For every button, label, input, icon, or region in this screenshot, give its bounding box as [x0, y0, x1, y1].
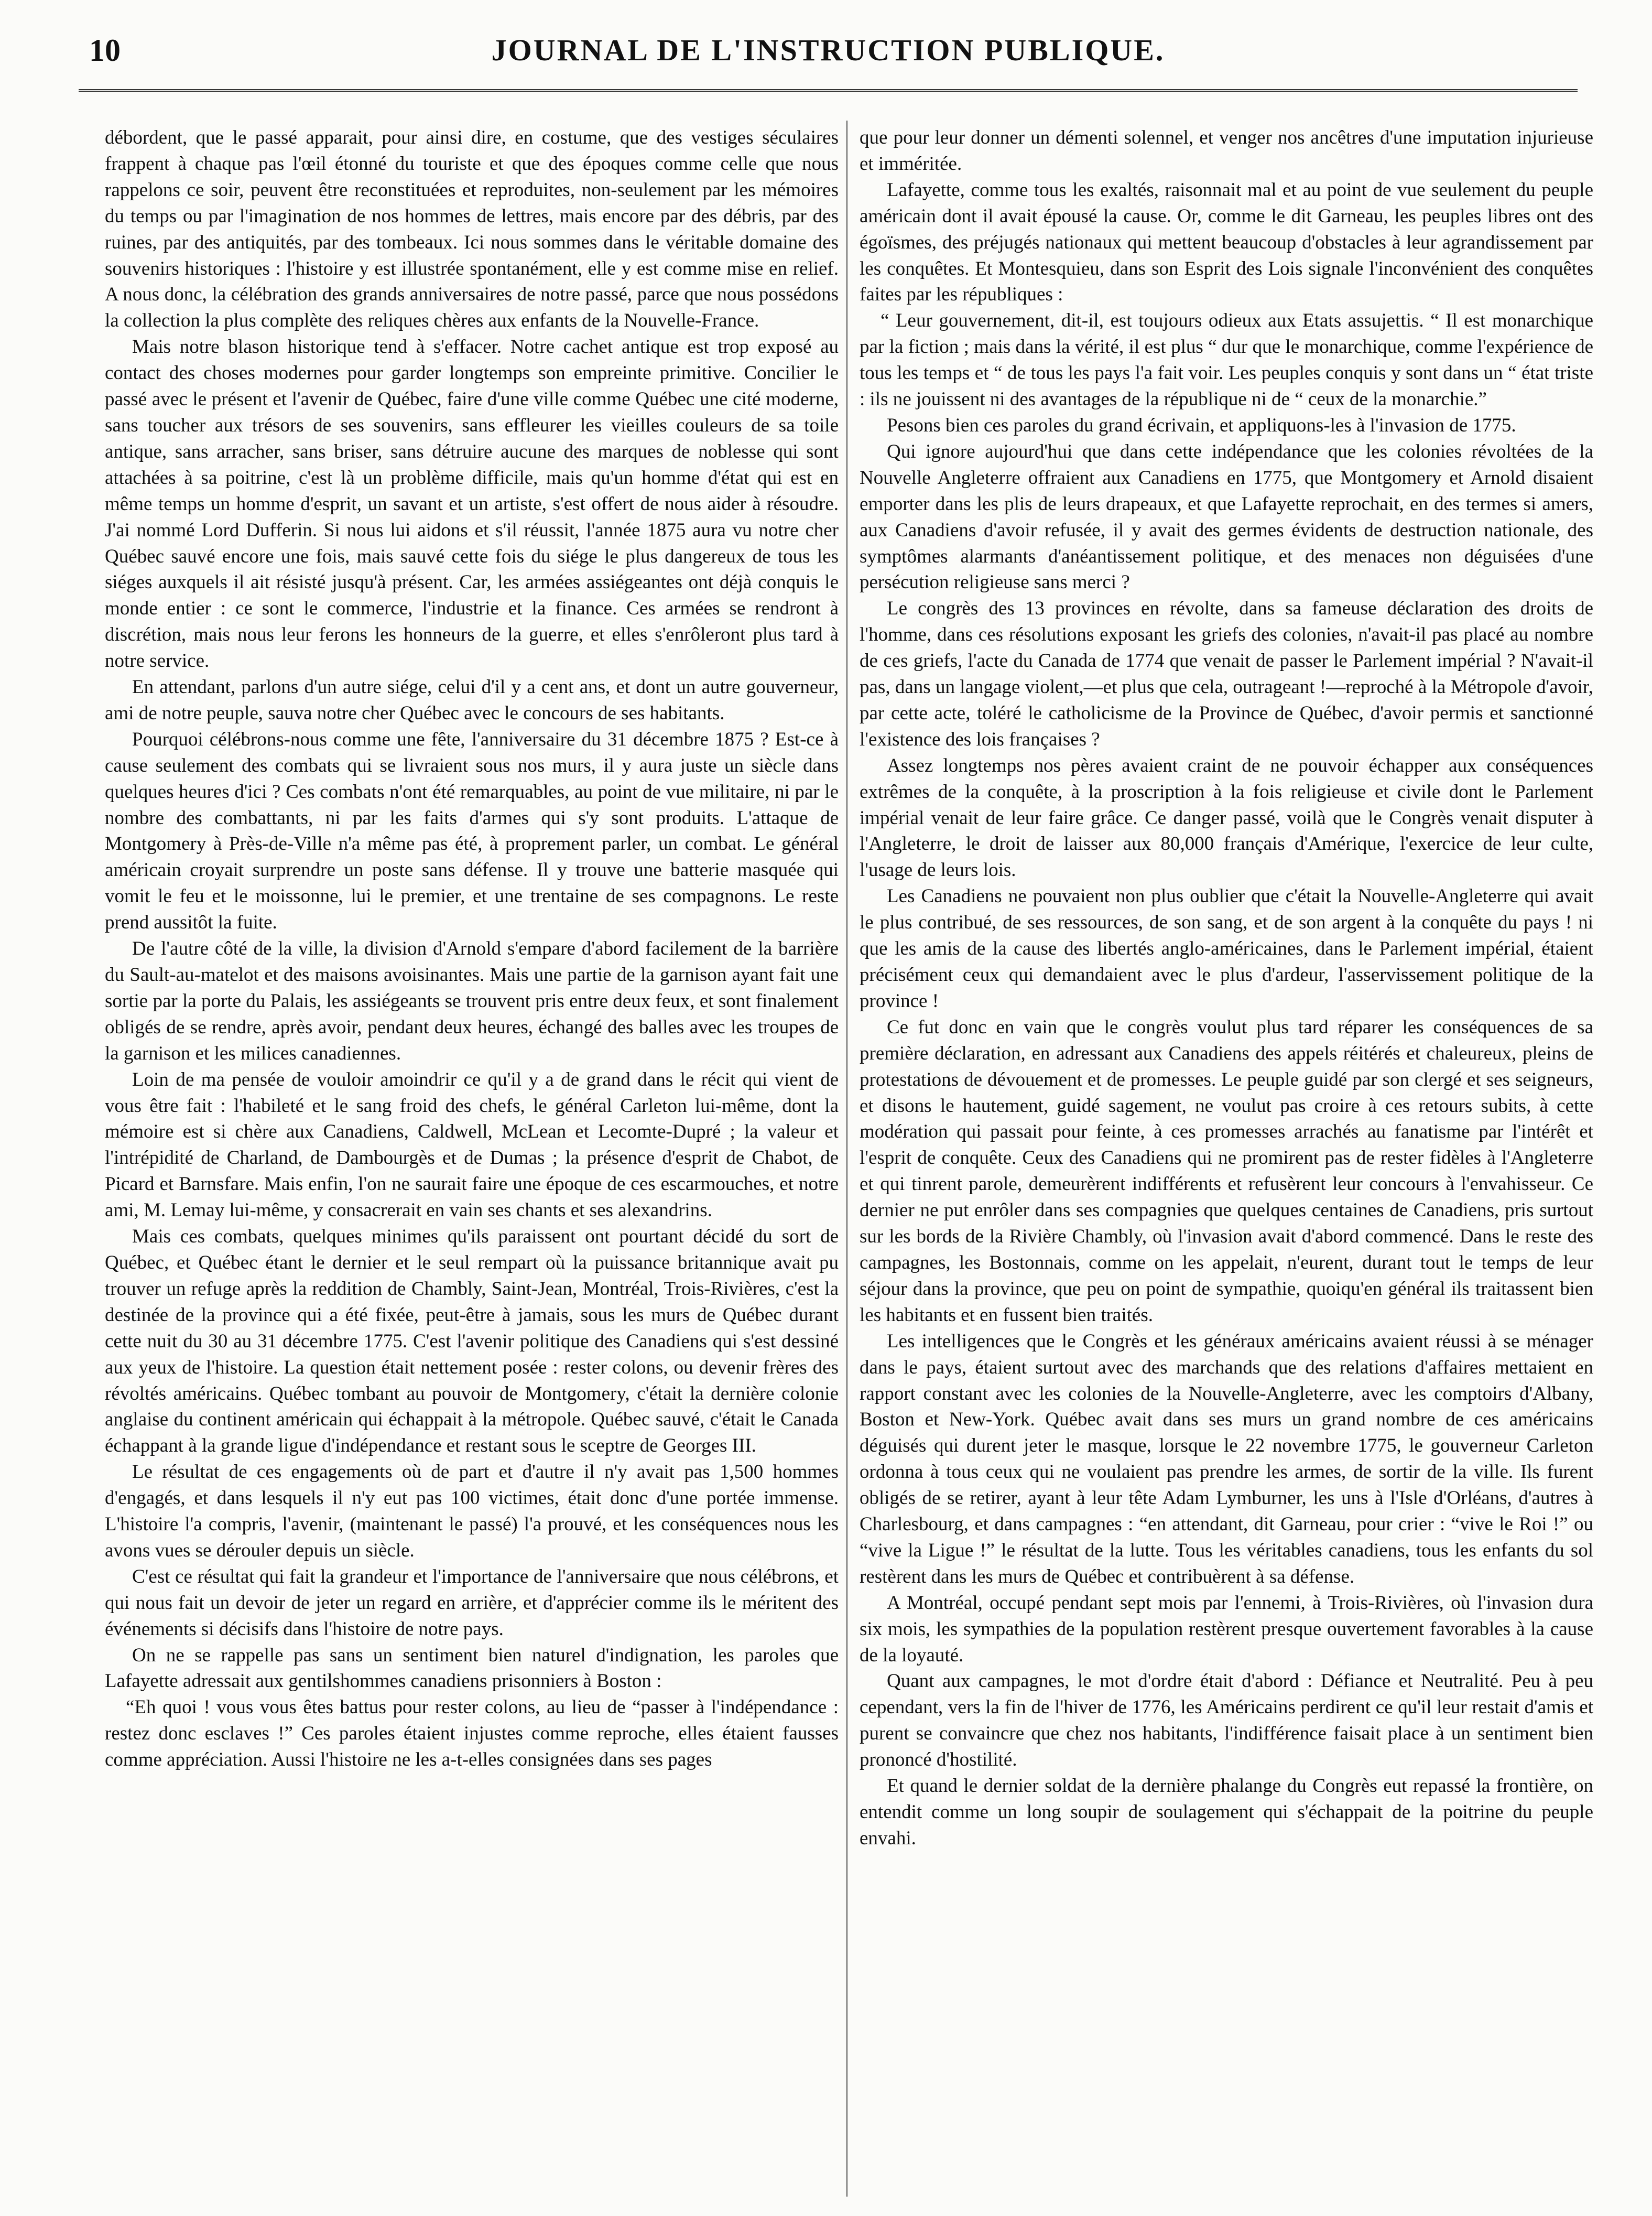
page-number: 10	[89, 33, 121, 68]
left-column	[105, 125, 839, 2196]
paragraph: Les Canadiens ne pouvaient non plus oublier que c'était la Nouvelle-Angleterre qui avait le plus contribué, de ses ressources, de son sang, et de son argent à la conquête du pays ! ni que les amis de la cause des libertés anglo-américaines, dans le Parlement impérial, étaient précisément ceux qui demandaient avec le plus d'ardeur, l'asservissement politique de la province !	[860, 885, 1593, 1012]
paragraph: Pesons bien ces paroles du grand écrivain, et appliquons-les à l'invasion de 1775.	[887, 414, 1516, 436]
paragraph: Ce fut donc en vain que le congrès voulut plus tard réparer les conséquences de sa première déclaration, en adressant aux Canadiens des appels réitérés et chaleureux, pleins de protestations de dévouement et de promesses. Le peuple guidé par son clergé et ses seigneurs, et disons le hautement, guidé sagement, ne voulut pas croire à ces retours subits, à cette modération qui passait pour feinte, à ces promesses arrachés au fanatisme par l'intérêt et l'esprit de conquête. Ceux des Canadiens qui ne promirent pas de rester fidèles à l'Angleterre et qui tinrent parole, demeurèrent indifférents et refusèrent leur concours à l'envahisseur. Ce dernier ne put enrôler dans ses compagnies que quelques centaines de Canadiens, pris surtout sur les bords de la Rivière Chambly, où l'invasion avait d'abord commencé. Dans le reste des campagnes, les Bostonnais, comme on les appelait, n'eurent, durant tout le temps de leur séjour dans la province, que peu on point de sympathie, quoiqu'en général ils traitassent bien les habitants et en fussent bien traités.	[860, 1016, 1593, 1326]
paragraph: Quant aux campagnes, le mot d'ordre était d'abord : Défiance et Neutralité. Peu à peu cependant, vers la fin de l'hiver de 1776, les Américains perdirent ce qu'il leur restait d'amis et purent se convaincre que chez nos habitants, l'indifférence faisait place à un sentiment bien prononcé d'hostilité.	[860, 1670, 1593, 1771]
paragraph: Mais notre blason historique tend à s'effacer. Notre cachet antique est trop exposé au contact des choses modernes pour garder longtemps son empreinte primitive. Concilier le passé avec le présent et l'avenir de Québec, faire d'une ville comme Québec une cité moderne, sans toucher aux trésors de ses souvenirs, sans effleurer les vieilles couleurs de sa toile antique, sans arracher, sans briser, sans détruire aucune des marques de noblesse qui sont attachées à sa poitrine, c'est là un problème difficile, mais qu'un homme d'état qui est en même temps un homme d'esprit, un savant et un artiste, s'est offert de nous aider à résoudre. J'ai nommé Lord Dufferin. Si nous lui aidons et s'il réussit, l'année 1875 aura vu notre cher Québec sauvé encore une fois, mais sauvé cette fois du siége le plus dangereux de tous les siéges auxquels il ait résisté jusqu'à présent. Car, les armées assiégeantes ont déjà conquis le monde entier : ce sont le commerce, l'industrie et la finance. Ces armées se rendront à discrétion, mais nous leur ferons les honneurs de la guerre, et elles s'enrôleront plus tard à notre service.	[105, 336, 839, 672]
paragraph: Le congrès des 13 provinces en révolte, dans sa fameuse déclaration des droits de l'homme, dans ces résolutions exposant les griefs des colonies, n'avait-il pas placé au nombre de ces griefs, l'acte du Canada de 1774 que venait de passer le Parlement impérial ? N'avait-il pas, dans un langage violent,—et plus que cela, outrageant !—reproché à la Métropole d'avoir, par cette acte, toléré le catholicisme de la Province de Québec, d'avoir permis et sanctionné l'existence des lois françaises ?	[860, 598, 1593, 750]
paragraph: Mais ces combats, quelques minimes qu'ils paraissent ont pourtant décidé du sort de Québec, et Québec étant le dernier et le seul rempart où la puissance britannique avait pu trouver un refuge après la reddition de Chambly, Saint-Jean, Montréal, Trois-Rivières, c'est la destinée de la province qui a été fixée, peut-être à jamais, sous les murs de Québec durant cette nuit du 30 au 31 décembre 1775. C'est l'avenir politique des Canadiens qui s'est dessiné aux yeux de l'histoire. La question était nettement posée : rester colons, ou devenir frères des révoltés américains. Québec tombant au pouvoir de Montgomery, c'était la dernière colonie anglaise du continent américain qui échappait à la métropole. Québec sauvé, c'était le Canada échappant à la grande ligue d'indépendance et restant sous le sceptre de Georges III.	[105, 1226, 839, 1457]
paragraph: Lafayette, comme tous les exaltés, raisonnait mal et au point de vue seulement du peuple américain dont il avait épousé la cause. Or, comme le dit Garneau, les peuples libres ont des égoïsmes, des préjugés nationaux qui mettent beaucoup d'obstacles à leur agrandissement par les conquêtes. Et Montesquieu, dans son Esprit des Lois signale l'inconvénient des conquêtes faites par les républiques :	[860, 179, 1593, 306]
quotation-paragraph: “Eh quoi ! vous vous êtes battus pour rester colons, au lieu de “passer à l'indépendance : restez donc esclaves !” Ces paroles étaient injustes comme reproche, elles étaient fausses comme appréciation. Aussi l'histoire ne les a-t-elles consignées dans ses pages	[105, 1696, 839, 1771]
paragraph: En attendant, parlons d'un autre siége, celui d'il y a cent ans, et dont un autre gouverneur, ami de notre peuple, sauva notre cher Québec avec le concours de ses habitants.	[105, 676, 839, 724]
paragraph: Loin de ma pensée de vouloir amoindrir ce qu'il y a de grand dans le récit qui vient de vous être fait : l'habileté et le sang froid des chefs, le général Carleton lui-même, dont la mémoire est si chère aux Canadiens, Caldwell, McLean et Lecomte-Dupré ; la valeur et l'intrépidité de Charland, de Dambourgès et de Dumas ; la présence d'esprit de Chabot, de Picard et Barnsfare. Mais enfin, l'on ne saurait faire une époque de ces escarmouches, et notre ami, M. Lemay lui-même, y consacrerait en vain ses chants et ses alexandrins.	[105, 1068, 839, 1221]
header-rule	[79, 89, 1578, 92]
paragraph: Le résultat de ces engagements où de part et d'autre il n'y avait pas 1,500 hommes d'engagés, et dans lesquels il n'y eut pas 100 victimes, était donc d'une portée immense. L'histoire l'a compris, l'avenir, (maintenant le passé) l'a prouvé, et les conséquences nous les avons vues se dérouler depuis un siècle.	[105, 1461, 839, 1561]
paragraph: Qui ignore aujourd'hui que dans cette indépendance que les colonies révoltées de la Nouvelle Angleterre offraient aux Canadiens en 1775, que Montgomery et Arnold disaient emporter dans les plis de leurs drapeaux, et que Lafayette reprochait, en des termes si amers, aux Canadiens d'avoir refusée, il y avait des germes évidents de destruction nationale, des symptômes alarmants d'anéantissement politique, et des menaces non déguisées d'une persécution religieuse sans merci ?	[860, 440, 1593, 593]
paragraph: Pourquoi célébrons-nous comme une fête, l'anniversaire du 31 décembre 1875 ? Est-ce à cause seulement des combats qui se livraient sous nos murs, il y aura juste un siècle dans quelques heures d'ici ? Ces combats n'ont été remarquables, au point de vue militaire, ni par le nombre des combattants, ni par les faits d'armes qui s'y sont produits. L'attaque de Montgomery à Près-de-Ville n'a même pas été, à proprement parler, un combat. Le général américain croyait surprendre un poste sans défense. Il y trouve une batterie masquée qui vomit le feu et le moissonne, lui le premier, et une trentaine de ses compagnons. Le reste prend aussitôt la fuite.	[105, 728, 839, 934]
paragraph: On ne se rappelle pas sans un sentiment bien naturel d'indignation, les paroles que Lafayette adressait aux gentilshommes canadiens prisonniers à Boston :	[105, 1644, 839, 1692]
page-header	[79, 33, 1578, 74]
paragraph: Assez longtemps nos pères avaient craint de ne pouvoir échapper aux conséquences extrêmes de la conquête, à la proscription à la fois religieuse et civile dont le Parlement impérial venait de leur faire grâce. Ce danger passé, voilà que le Congrès venait disputer à l'Angleterre, le droit de laisser aux 80,000 français d'Amérique, l'exercice de leur culte, l'usage de leurs lois.	[860, 754, 1593, 881]
right-column	[860, 125, 1593, 2196]
paragraph: De l'autre côté de la ville, la division d'Arnold s'empare d'abord facilement de la barrière du Sault-au-matelot et des maisons avoisinantes. Mais une partie de la garnison ayant fait une sortie par la porte du Palais, les assiégeants se trouvent pris entre deux feux, et sont finalement obligés de se rendre, après avoir, pendant deux heures, échangé des balles avec les troupes de la garnison et les milices canadiennes.	[105, 938, 839, 1064]
journal-title: JOURNAL DE L'INSTRUCTION PUBLIQUE.	[491, 33, 1165, 67]
quotation-paragraph: “ Leur gouvernement, dit-il, est toujours odieux aux Etats assujettis. “ Il est monarchique par la fiction ; mais dans la vérité, il est plus “ dur que le monarchique, comme l'expérience de tous les temps et “ de tous les pays l'a fait voir. Les peuples conquis y sont dans un “ état triste : ils ne jouissent ni des avantages de la république ni de “ ceux de la monarchie.”	[860, 310, 1593, 410]
paragraph: A Montréal, occupé pendant sept mois par l'ennemi, à Trois-Rivières, où l'invasion dura six mois, les sympathies de la population restèrent presque ouvertement favorables à la cause de la loyauté.	[860, 1592, 1593, 1666]
paragraph: débordent, que le passé apparait, pour ainsi dire, en costume, que des vestiges séculaires frappent à chaque pas l'œil étonné du touriste et que des époques comme celle que nous rappelons ce soir, peuvent être reconstituées et reproduites, non-seulement par les mémoires du temps ou par l'imagination de nos hommes de lettres, mais encore par des débris, par des ruines, par des antiquités, par des tombeaux. Ici nous sommes dans le véritable domaine des souvenirs historiques : l'histoire y est illustrée spontanément, elle y est comme mise en relief. A nous donc, la célébration des grands anniversaires de notre passé, parce que nous possédons la collection la plus complète des reliques chères aux enfants de la Nouvelle-France.	[105, 127, 839, 332]
column-divider	[846, 121, 847, 2197]
paragraph: Les intelligences que le Congrès et les généraux américains avaient réussi à se ménager dans le pays, étaient surtout avec des marchands que des relations d'affaires mettaient en rapport constant avec les colonies de la Nouvelle-Angleterre, avec les comptoirs d'Albany, Boston et New-York. Québec avait dans ses murs un grand nombre de ces américains déguisés qui durent jeter le masque, lorsque le 22 novembre 1775, le gouverneur Carleton ordonna à tous ceux qui ne voulaient pas prendre les armes, de sortir de la ville. Ils furent obligés de se retirer, ayant à leur tête Adam Lymburner, les uns à l'Isle d'Orléans, d'autres à Charlesbourg, et dans campagnes : “en attendant, dit Garneau, pour crier : “vive le Roi !” ou “vive la Ligue !” le résultat de la lutte. Tous les véritables canadiens, tous les enfants du sol restèrent dans les murs de Québec et contribuèrent à sa défense.	[860, 1330, 1593, 1587]
paragraph: Et quand le dernier soldat de la dernière phalange du Congrès eut repassé la frontière, on entendit comme un long soupir de soulagement qui s'échappait de la poitrine du peuple envahi.	[860, 1775, 1593, 1849]
paragraph: que pour leur donner un démenti solennel, et venger nos ancêtres d'une imputation injurieuse et imméritée.	[860, 127, 1593, 175]
paragraph: C'est ce résultat qui fait la grandeur et l'importance de l'anniversaire que nous célébrons, et qui nous fait un devoir de jeter un regard en arrière, et d'apprécier comme ils le méritent des événements si décisifs dans l'histoire de notre pays.	[105, 1565, 839, 1640]
